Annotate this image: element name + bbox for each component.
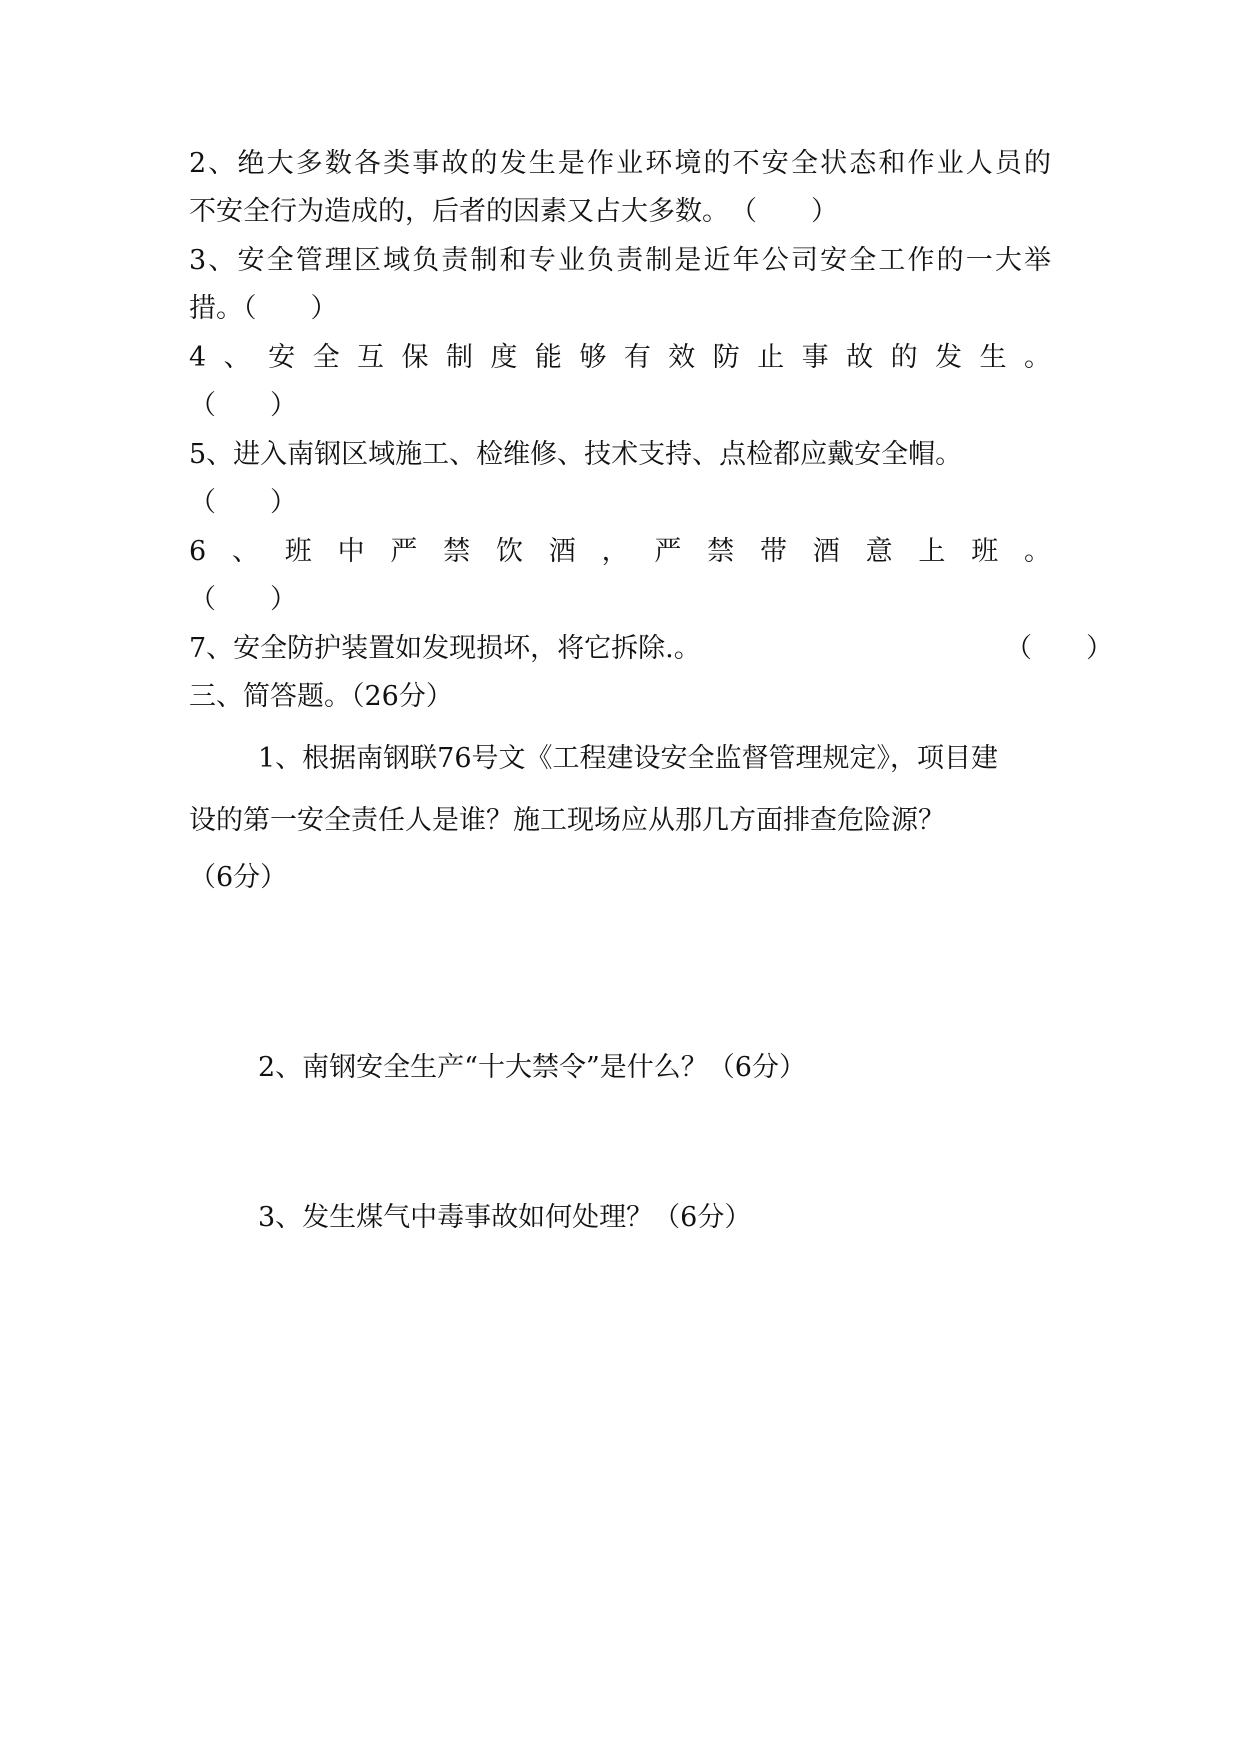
judgement-q2-line1: 2、绝大多数各类事故的发生是作业环境的不安全状态和作业人员的 <box>189 148 1051 179</box>
judgement-q2-answer-blank: （ ） <box>730 196 838 227</box>
judgement-q3-line1: 3、安全管理区域负责制和专业负责制是近年公司安全工作的一大举 <box>189 245 1051 276</box>
judgement-q7-line1: 7、安全防护装置如发现损坏，将它拆除.。 <box>189 633 701 664</box>
section3-q2: 2、南钢安全生产“十大禁令”是什么？（6分） <box>258 1052 806 1083</box>
judgement-q2-line2: 不安全行为造成的，后者的因素又占大多数。 <box>189 196 729 227</box>
judgement-q3-line2: 措。（ ） <box>189 293 338 324</box>
judgement-q7-answer-blank: （ ） <box>1005 633 1113 664</box>
judgement-q6-answer-blank: （ ） <box>189 584 297 615</box>
judgement-q5-line1: 5、进入南钢区域施工、检维修、技术支持、点检都应戴安全帽。 <box>189 439 963 470</box>
section3-q1-line2: 设的第一安全责任人是谁？施工现场应从那几方面排查危险源？ <box>189 805 945 836</box>
section3-q3: 3、发生煤气中毒事故如何处理？（6分） <box>258 1202 752 1233</box>
judgement-q4-line1: 4、安全互保制度能够有效防止事故的发生。 <box>189 342 1051 373</box>
section3-q1-line1: 1、根据南钢联76号文《工程建设安全监督管理规定》，项目建 <box>258 743 999 774</box>
judgement-q4-answer-blank: （ ） <box>189 390 297 421</box>
section3-heading: 三、简答题。（26分） <box>189 681 453 712</box>
judgement-q6-line1: 6、班中严禁饮酒，严禁带酒意上班。 <box>189 536 1051 567</box>
judgement-q5-answer-blank: （ ） <box>189 487 297 518</box>
section3-q1-line3: （6分） <box>189 862 288 893</box>
